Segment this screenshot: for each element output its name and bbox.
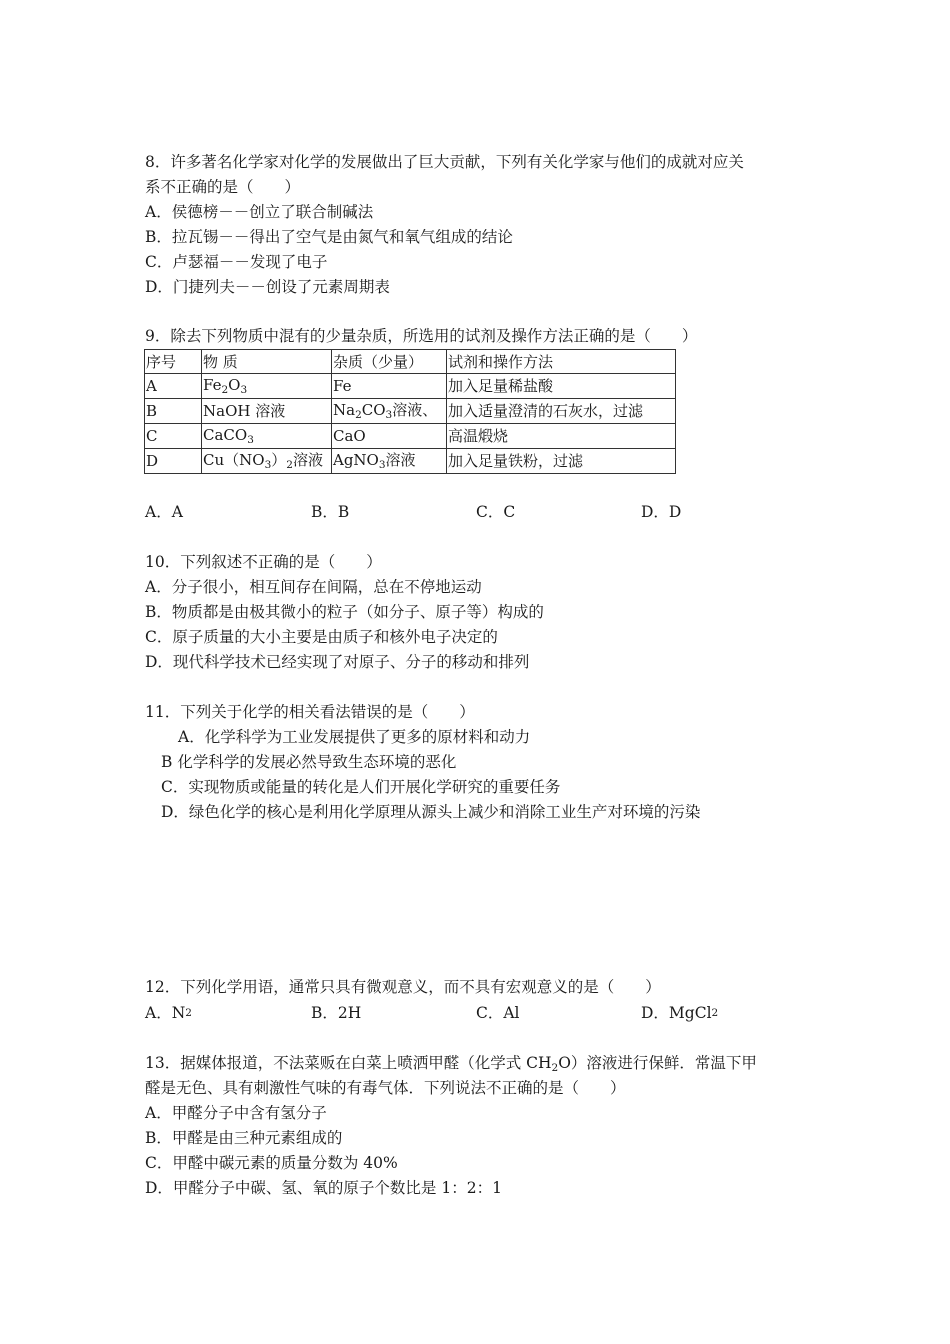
table-cell: 加入足量铁粉，过滤 xyxy=(447,449,676,474)
table-cell: A xyxy=(145,374,202,399)
q12-option-b: B．2H xyxy=(311,1004,362,1022)
table-cell: 加入适量澄清的石灰水，过滤 xyxy=(447,399,676,424)
table-row xyxy=(145,399,676,424)
q11-option-a: A．化学科学为工业发展提供了更多的原材料和动力 xyxy=(178,728,531,746)
q12-option-c: C．Al xyxy=(476,1004,520,1022)
table-header-cell: 杂质（少量） xyxy=(332,350,447,374)
table-row xyxy=(145,424,676,449)
q8-option-b: B．拉瓦锡－－得出了空气是由氮气和氧气组成的结论 xyxy=(145,228,513,246)
q11-stem: 11．下列关于化学的相关看法错误的是（ ） xyxy=(145,703,475,721)
table-cell: C xyxy=(145,424,202,449)
table-cell: AgNO$_3$溶液 xyxy=(332,449,447,474)
table-cell: D xyxy=(145,449,202,474)
q13-option-c: C．甲醛中碳元素的质量分数为 40% xyxy=(145,1154,398,1172)
q10-stem: 10．下列叙述不正确的是（ ） xyxy=(145,553,382,571)
q8-stem-line1: 8．许多著名化学家对化学的发展做出了巨大贡献，下列有关化学家与他们的成就对应关 xyxy=(145,153,744,171)
q13-option-b: B．甲醛是由三种元素组成的 xyxy=(145,1129,343,1147)
q13-option-a: A．甲醛分子中含有氢分子 xyxy=(145,1104,327,1122)
q11-option-d: D．绿色化学的核心是利用化学原理从源头上减少和消除工业生产对环境的污染 xyxy=(161,803,701,821)
q12-options xyxy=(145,1003,765,1023)
q8-stem-line2: 系不正确的是（ ） xyxy=(145,178,301,196)
table-cell: $Cu(NO_3)_2$溶液 xyxy=(202,449,332,474)
q11-option-c: C．实现物质或能量的转化是人们开展化学研究的重要任务 xyxy=(161,778,561,796)
q8-option-a: A．侯德榜－－创立了联合制碱法 xyxy=(145,203,374,221)
table-header-row xyxy=(145,350,676,374)
q9-option-b: B．B xyxy=(311,503,350,521)
q10-option-a: A．分子很小，相互间存在间隔，总在不停地运动 xyxy=(145,578,482,596)
q9-option-c: C．C xyxy=(476,503,516,521)
table-cell: NaOH 溶液 xyxy=(202,399,332,424)
q12-option-d: D．MgCl 2 xyxy=(641,1004,719,1022)
table-cell: $Fe_2O_3$ xyxy=(202,374,332,399)
table-header-cell: 物 质 xyxy=(202,350,332,374)
q8-option-d: D．门捷列夫－－创设了元素周期表 xyxy=(145,278,390,296)
table-cell: 加入足量稀盐酸 xyxy=(447,374,676,399)
table-cell: B xyxy=(145,399,202,424)
q13-stem-line1: 13．据媒体报道，不法菜贩在白菜上喷洒甲醛（化学式 CH2O）溶液进行保鲜．常温下甲 xyxy=(145,1054,757,1074)
q11-option-b: B 化学科学的发展必然导致生态环境的恶化 xyxy=(161,753,457,771)
table-cell: CaCO$_3$ xyxy=(202,424,332,449)
table-header-cell: 序号 xyxy=(145,350,202,374)
table-cell: CaO xyxy=(332,424,447,449)
q12-stem: 12．下列化学用语，通常只具有微观意义，而不具有宏观意义的是（ ） xyxy=(145,978,661,996)
q13-option-d: D．甲醛分子中碳、氢、氧的原子个数比是 1：2：1 xyxy=(145,1179,502,1197)
q9-options xyxy=(145,502,745,522)
q10-option-b: B．物质都是由极其微小的粒子（如分子、原子等）构成的 xyxy=(145,603,544,621)
q8-option-c: C．卢瑟福－－发现了电子 xyxy=(145,253,328,271)
table-header-cell: 试剂和操作方法 xyxy=(447,350,676,374)
q9-option-a: A．A xyxy=(145,503,183,521)
table-cell: $Na_2CO_3$溶液、 xyxy=(332,399,447,424)
table-cell: 高温煅烧 xyxy=(447,424,676,449)
q9-stem: 9．除去下列物质中混有的少量杂质，所选用的试剂及操作方法正确的是（ ） xyxy=(145,327,698,345)
q9-table xyxy=(144,349,676,474)
q10-option-d: D．现代科学技术已经实现了对原子、分子的移动和排列 xyxy=(145,653,530,671)
table-row xyxy=(145,374,676,399)
q9-option-d: D．D xyxy=(641,503,682,521)
q13-stem-line2: 醛是无色、具有刺激性气味的有毒气体．下列说法不正确的是（ ） xyxy=(145,1079,626,1097)
q10-option-c: C．原子质量的大小主要是由质子和核外电子决定的 xyxy=(145,628,498,646)
table-row xyxy=(145,449,676,474)
table-cell: Fe xyxy=(332,374,447,399)
q12-option-a: A．N 2 xyxy=(145,1004,192,1022)
